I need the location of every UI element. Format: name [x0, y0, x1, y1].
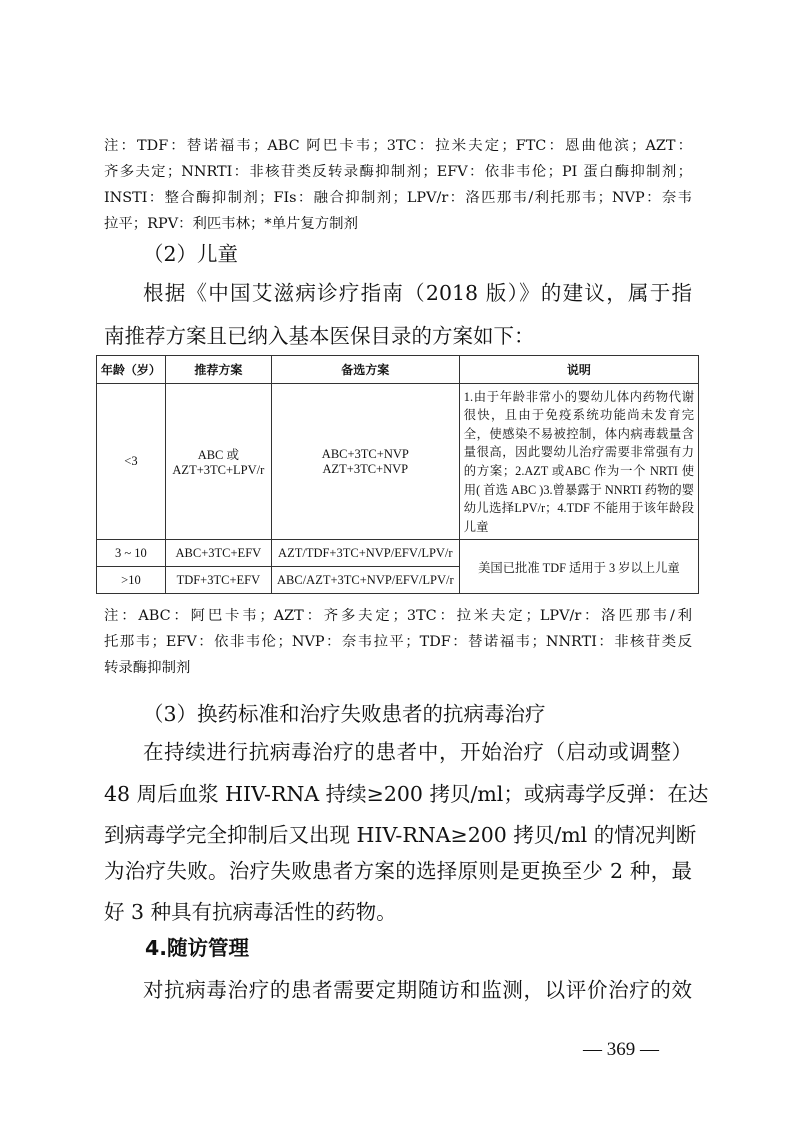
- cell-line: ABC+3TC+NVP: [321, 446, 409, 461]
- footnote-line: 转录酶抑制剂: [104, 660, 191, 676]
- paragraph-line: 根据《中国艾滋病诊疗指南（2018 版）》的建议，属于指: [143, 281, 692, 305]
- cell-alternative: [271, 384, 459, 540]
- footnote-line: 注：TDF：替诺福韦；ABC 阿巴卡韦；3TC：拉米夫定；FTC：恩曲他滨；AZT：: [104, 138, 692, 154]
- table-row: [97, 384, 699, 540]
- table-header-row: [97, 356, 699, 384]
- header-alternative: 备选方案: [271, 356, 459, 384]
- regimen-table: [96, 355, 699, 594]
- cell-age: <3: [97, 384, 166, 540]
- cell-alternative: AZT/TDF+3TC+NVP/EFV/LPV/r: [271, 540, 459, 567]
- paragraph-line: 48 周后血浆 HIV-RNA 持续≥200 拷贝/ml；或病毒学反弹：在达: [104, 782, 709, 806]
- header-age: 年龄（岁）: [97, 356, 166, 384]
- header-recommended: 推荐方案: [165, 356, 271, 384]
- footnote-line: 齐多夫定；NNRTI：非核苷类反转录酶抑制剂；EFV：依非韦伦；PI 蛋白酶抑制剂；: [104, 164, 692, 180]
- cell-line: ABC 或: [197, 448, 240, 462]
- header-note: 说明: [459, 356, 698, 384]
- cell-note: 美国已批准 TDF 适用于 3 岁以上儿童: [459, 540, 698, 594]
- section-heading-failure: （3）换药标准和治疗失败患者的抗病毒治疗: [143, 702, 546, 726]
- cell-age: 3 ~ 10: [97, 540, 166, 567]
- table-row: [97, 540, 699, 567]
- paragraph-line: 对抗病毒治疗的患者需要定期随访和监测，以评价治疗的效: [143, 978, 692, 1002]
- cell-line: AZT+3TC+LPV/r: [172, 463, 265, 477]
- footnote-line: 拉平；RPV：利匹韦林；*单片复方制剂: [104, 216, 358, 232]
- paragraph-line: 好 3 种具有抗病毒活性的药物。: [104, 900, 397, 924]
- footnote-line: 托那韦；EFV：依非韦伦；NVP：奈韦拉平；TDF：替诺福韦；NNRTI：非核苷类反: [104, 634, 692, 650]
- cell-line: AZT+3TC+NVP: [322, 461, 409, 476]
- cell-recommended: [165, 384, 271, 540]
- paragraph-line: 为治疗失败。治疗失败患者方案的选择原则是更换至少 2 种，最: [104, 859, 692, 883]
- cell-recommended: TDF+3TC+EFV: [165, 567, 271, 594]
- page-number: — 369 —: [583, 1039, 659, 1060]
- cell-age: >10: [97, 567, 166, 594]
- paragraph-line: 到病毒学完全抑制后又出现 HIV-RNA≥200 拷贝/ml 的情况判断: [104, 823, 697, 847]
- paragraph-line: 在持续进行抗病毒治疗的患者中，开始治疗（启动或调整）: [143, 740, 692, 764]
- footnote-line: INSTI：整合酶抑制剂；FIs：融合抑制剂；LPV/r：洛匹那韦/利托那韦；NVP：奈韦: [104, 190, 692, 206]
- footnote-line: 注：ABC：阿巴卡韦；AZT：齐多夫定；3TC：拉米夫定；LPV/r：洛匹那韦/利: [104, 608, 692, 624]
- cell-note: 1.由于年龄非常小的婴幼儿体内药物代谢很快，且由于免疫系统功能尚未发育完全，使感染不易被控制，体内病毒载量含量很高，因此婴幼儿治疗需要非常强有力的方案；2.AZT 或ABC 作为一个 NRTI 使用( 首选 ABC )3.曾暴露于 NNRTI 药物的婴幼儿选择LPV/r；4.TDF 不能用于该年龄段儿童: [459, 384, 698, 540]
- paragraph-line: 南推荐方案且已纳入基本医保目录的方案如下：: [104, 324, 535, 348]
- cell-recommended: ABC+3TC+EFV: [165, 540, 271, 567]
- section-heading-followup: 4.随访管理: [145, 936, 250, 960]
- cell-alternative: ABC/AZT+3TC+NVP/EFV/LPV/r: [271, 567, 459, 594]
- section-heading-children: （2）儿童: [143, 242, 239, 266]
